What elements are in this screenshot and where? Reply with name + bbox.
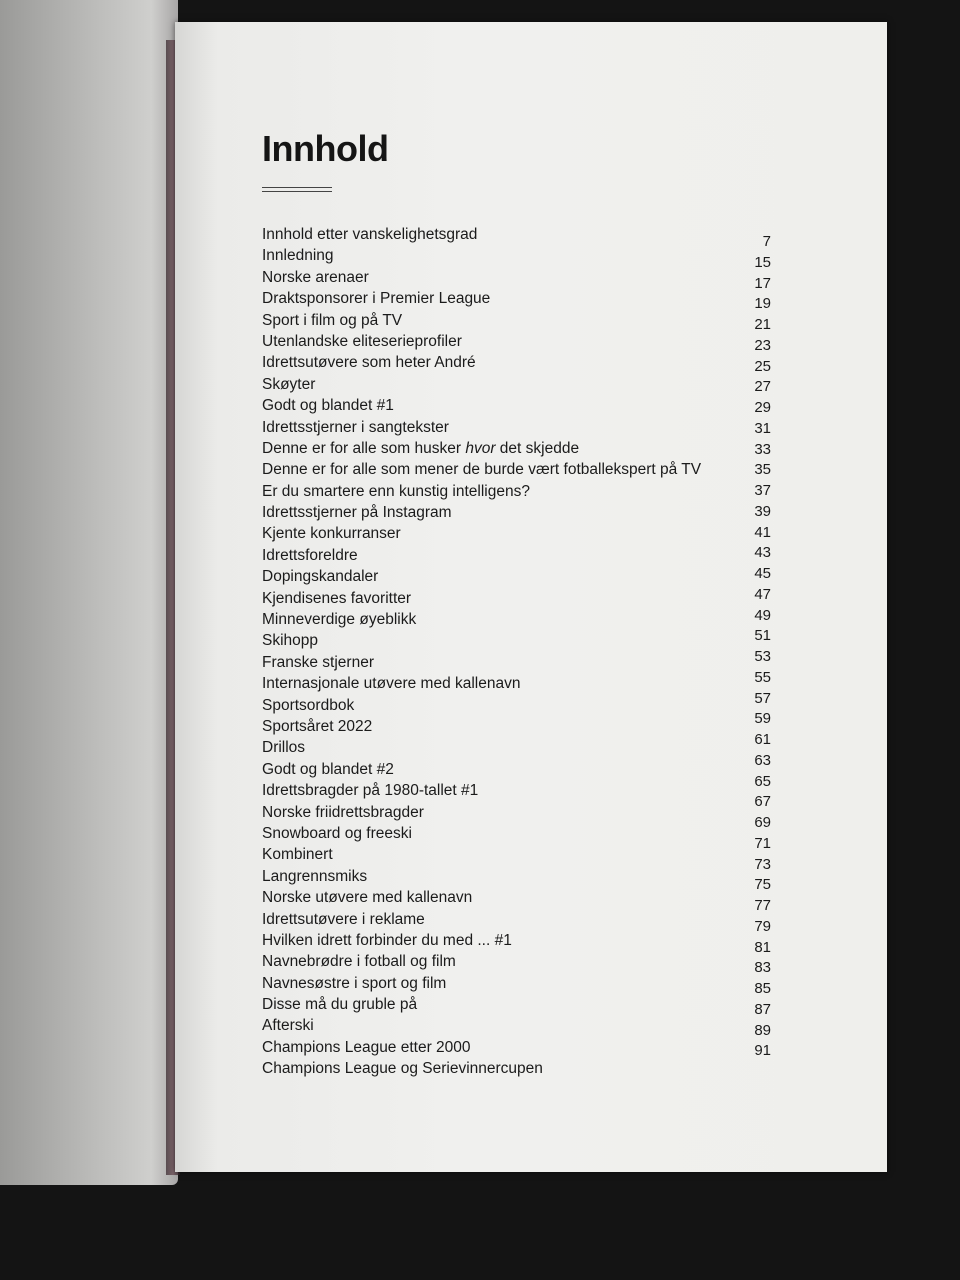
toc-entry-page: 73: [754, 855, 771, 873]
toc-entry-page: 61: [754, 731, 771, 748]
toc-entry-title: Disse må du gruble på: [262, 996, 418, 1014]
toc-entry-page: 27: [754, 378, 771, 396]
toc-entry-title: Drillos: [262, 739, 306, 757]
toc-entry-page: 65: [754, 772, 771, 790]
toc-entry-title: Kjente konkurranser: [262, 525, 401, 543]
toc-entry-page: 35: [754, 461, 771, 479]
toc-entry-title: Norske arenaer: [262, 268, 369, 286]
toc-entry-page: 21: [754, 316, 771, 333]
toc-entry-title: Draktsponsorer i Premier League: [262, 290, 491, 308]
toc-titles-column: [262, 224, 722, 1080]
toc-entry-page: 49: [754, 606, 771, 624]
toc-entry-title: Norske friidrettsbragder: [262, 803, 424, 821]
toc-entry-title: Navnebrødre i fotball og film: [262, 953, 456, 971]
toc-entry-page: 81: [754, 938, 771, 956]
toc-entry-page: 29: [754, 399, 771, 416]
toc-entry-title: Sportsåret 2022: [262, 717, 373, 735]
toc-entry-title: Godt og blandet #2: [262, 760, 394, 778]
toc-entry-page: 23: [754, 336, 771, 354]
toc-entry-page: 33: [754, 440, 771, 458]
toc-entry-title: Norske utøvere med kallenavn: [262, 889, 473, 907]
toc-entry-title: Er du smartere enn kunstig intelligens?: [262, 482, 530, 500]
toc-entry-title: Franske stjerner: [262, 653, 374, 671]
toc-entry-page: 91: [754, 1042, 771, 1060]
toc-entry-page: 77: [754, 897, 771, 914]
toc-entry-title: Godt og blandet #1: [262, 397, 394, 415]
toc-entry-title: Denne er for alle som husker hvor det skjedde: [262, 439, 580, 457]
toc-entry-page: 17: [754, 274, 771, 292]
left-page: [0, 0, 178, 1185]
toc-entry-title: Idrettsforeldre: [262, 546, 358, 564]
toc-entry-title: Kjendisenes favoritter: [262, 589, 412, 607]
toc-entry-title: Sport i film og på TV: [262, 311, 403, 329]
toc-entry-title: Navnesøstre i sport og film: [262, 974, 447, 992]
toc-entry-page: 43: [754, 544, 771, 562]
toc-entry-page: 37: [754, 482, 771, 499]
toc-entry-page: 89: [754, 1021, 771, 1039]
toc-entry-title: Sportsordbok: [262, 696, 355, 714]
toc-entry-title: Innledning: [262, 247, 334, 265]
toc-entry-page: 7: [762, 233, 771, 250]
toc-entry-page: 83: [754, 959, 771, 977]
toc-entry-title: Snowboard og freeski: [262, 824, 412, 842]
toc-entry-title: Kombinert: [262, 846, 333, 864]
toc-entry-title: Idrettsstjerner i sangtekster: [262, 418, 449, 436]
toc-pages-column: [745, 232, 785, 1062]
toc-entry-title: Afterski: [262, 1017, 314, 1035]
toc-entry-title: Internasjonale utøvere med kallenavn: [262, 675, 521, 693]
page-title: Innhold: [262, 128, 389, 169]
toc-entry-page: 53: [754, 648, 771, 665]
toc-entry-title: Dopingskandaler: [262, 568, 379, 586]
toc-entry-page: 63: [754, 751, 771, 769]
toc-entry-title: Skihopp: [262, 632, 319, 650]
toc-entry-page: 45: [754, 565, 771, 582]
toc-entry-page: 71: [754, 834, 771, 852]
toc-entry-title: Idrettsstjerner på Instagram: [262, 504, 452, 522]
toc-entry-title: Idrettsutøvere som heter André: [262, 354, 476, 372]
toc-entry-title: Champions League og Serievinnercupen: [262, 1060, 543, 1078]
toc-entry-title: Hvilken idrett forbinder du med ... #1: [262, 931, 512, 949]
toc-entry-page: 55: [754, 668, 771, 686]
toc-entry-title: Idrettsutøvere i reklame: [262, 910, 425, 928]
toc-entry-title: Utenlandske eliteserieprofiler: [262, 332, 462, 350]
toc-entry-page: 25: [754, 357, 771, 375]
toc-entry-page: 87: [754, 1000, 771, 1018]
toc-entry-title: Denne er for alle som mener de burde vært fotballekspert på TV: [262, 461, 702, 479]
toc-entry-page: 31: [754, 419, 771, 437]
toc-entry-page: 57: [754, 689, 771, 707]
toc-entry-page: 39: [754, 502, 771, 520]
toc-entry-page: 51: [754, 627, 771, 645]
toc-entry-page: 47: [754, 585, 771, 603]
toc-entry-page: 67: [754, 793, 771, 811]
toc-entry-page: 75: [754, 876, 771, 894]
toc-entry-title: Minneverdige øyeblikk: [262, 611, 417, 629]
toc-entry-page: 15: [754, 253, 771, 271]
toc-entry-page: 41: [754, 523, 771, 541]
toc-entry-page: 79: [754, 917, 771, 935]
title-underline: [262, 187, 332, 195]
toc-entry-title: Skøyter: [262, 375, 316, 393]
toc-entry-page: 59: [754, 710, 771, 728]
toc-entry-title: Idrettsbragder på 1980-tallet #1: [262, 782, 479, 800]
toc-entry-title: Innhold etter vanskelighetsgrad: [262, 226, 478, 243]
toc-entry-title: Champions League etter 2000: [262, 1038, 471, 1056]
toc-entry-page: 69: [754, 814, 771, 831]
toc-entry-page: 85: [754, 980, 771, 997]
toc-entry-page: 19: [754, 295, 771, 313]
toc-entry-title: Langrennsmiks: [262, 867, 368, 885]
